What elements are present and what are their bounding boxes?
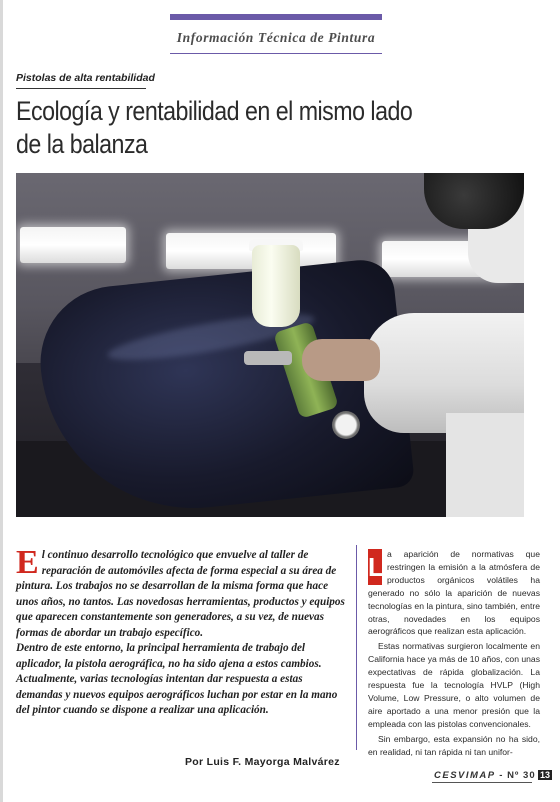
header-rule — [170, 53, 382, 54]
paint-cup — [252, 245, 300, 327]
painter-hand — [302, 339, 380, 381]
page-edge — [0, 0, 3, 802]
pressure-gauge — [332, 411, 360, 439]
body-paragraph-2: Estas normativas surgieron localmente en California hace ya más de 10 años, con unas expectativas de rápida globalización. La respuesta fue la tecnología HVLP (High Volume, Low Pressure, o alto volumen de aire aportado a una menor presión que la empleada con las pistolas convencionales. — [368, 641, 540, 729]
painter-suit — [446, 413, 524, 517]
body-paragraph-1: a aparición de normativas que restringen la emisión a la atmósfera de productos orgánicos volátiles ha generado no sólo la aparición de nuevas tecnologías en la pintura, sino también, entre otras, novedades en los equipos aerográficos que realizan esta aplicación. — [368, 549, 540, 637]
article-section-label: Pistolas de alta rentabilidad — [16, 72, 155, 84]
body-paragraph — [368, 548, 540, 638]
booth-light — [166, 233, 336, 269]
title-line-2: de la balanza — [16, 129, 148, 159]
lead-dropcap: E — [16, 544, 39, 581]
author-byline: Por Luis F. Mayorga Malvárez — [185, 756, 340, 768]
article-body — [368, 548, 540, 761]
booth-light — [20, 227, 126, 263]
column-divider — [356, 545, 357, 750]
article-lead — [16, 544, 346, 719]
lead-text-2: Dentro de este entorno, la principal herramienta de trabajo del aplicador, la pistola aerográfica, no ha sido ajena a estos cambios. Actualmente, varias tecnologías intentan dar respuesta a estas demandas y nuevos equipos aerográficos luchan por estar en la mano del pintor cuando se dispone a realizar una aplicación. — [16, 642, 338, 716]
section-underline — [16, 88, 146, 89]
spray-gun-nozzle — [244, 351, 292, 365]
footer-rule — [432, 782, 532, 783]
article-title — [16, 95, 463, 161]
body-dropcap: L — [368, 549, 382, 585]
page-number: 13 — [540, 770, 551, 780]
magazine-name: CESVIMAP — [434, 770, 496, 781]
article-photo — [16, 173, 524, 517]
header-title: Información Técnica de Pintura — [176, 30, 376, 45]
title-line-1: Ecología y rentabilidad en el mismo lado — [16, 96, 413, 126]
section-header — [170, 14, 382, 54]
lead-text: l continuo desarrollo tecnológico que envuelve al taller de reparación de automóviles afecta de forma especial a su área de pintura. Los trabajos no se desarrollan de la misma forma que hace unos años, no tantos. Las novedosas herramientas, productos y equipos que aparecen constantemente son generadores, a su vez, de nuevas formas de abordar un trabajo específico. — [16, 549, 345, 639]
page-footer — [434, 770, 536, 781]
body-paragraph-3: Sin embargo, esta expansión no ha sido, en realidad, ni tan rápida ni tan unifor- — [368, 733, 540, 757]
issue-number: - Nº 30 — [499, 770, 536, 781]
